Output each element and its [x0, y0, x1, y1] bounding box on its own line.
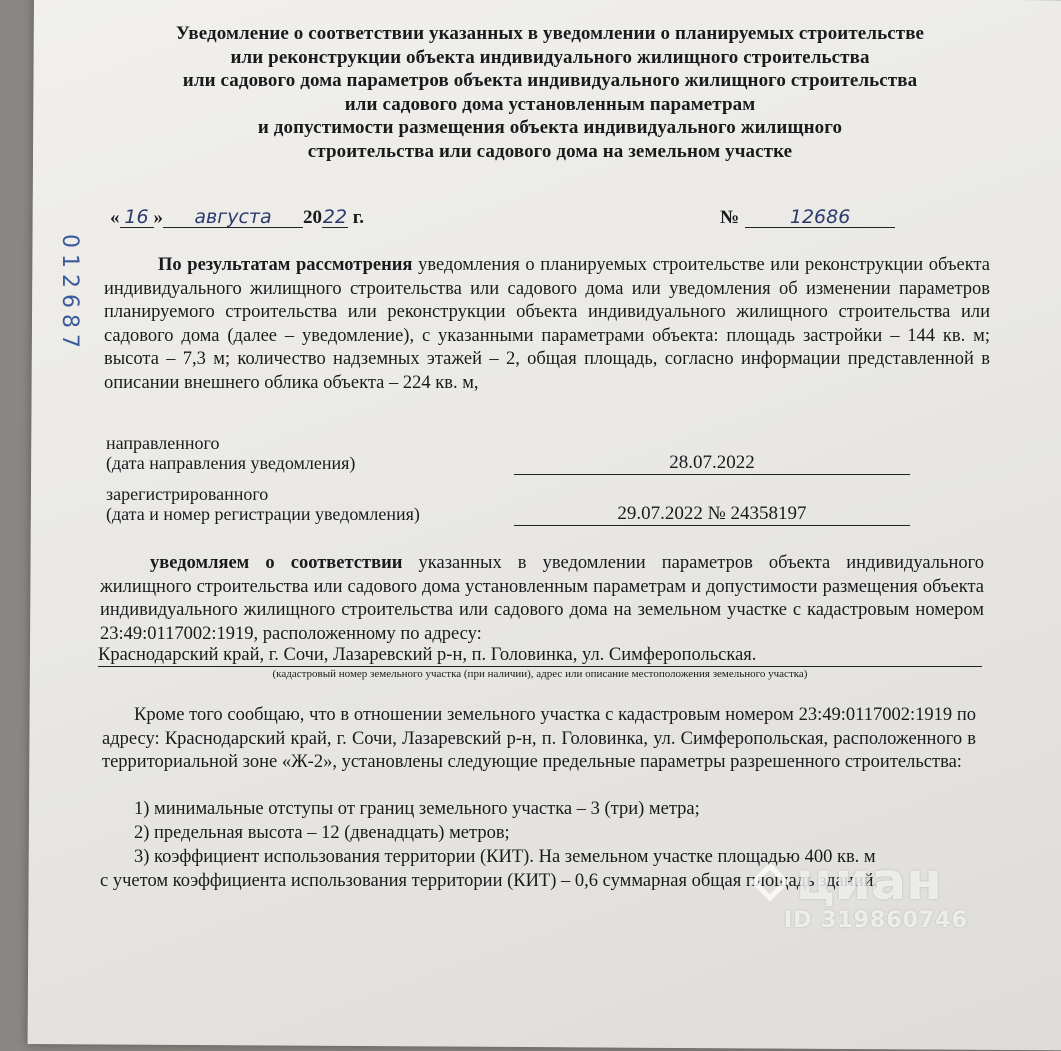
title-line: Уведомление о соответствии указанных в уведомлении о планируемых строительстве — [175, 23, 925, 44]
watermark — [750, 852, 1000, 933]
paragraph-compliance-lead: уведомляем о соответствии — [150, 553, 403, 573]
number-label: № — [720, 207, 740, 228]
sent-date-value: 28.07.2022 — [514, 452, 910, 475]
paragraph-review-lead: По результатам рассмотрения — [158, 255, 413, 275]
last-line: с учетом коэффициента использования территории (КИТ) – 0,6 суммарная общая площадь зданий, — [100, 871, 879, 891]
date-close-quote: » — [153, 207, 163, 228]
title-line: или реконструкции объекта индивидуального жилищного строительства — [230, 46, 870, 68]
cian-logo-icon — [750, 862, 790, 902]
sent-sub-label: (дата направления уведомления) — [106, 453, 356, 473]
title-line: и допустимости размещения объекта индивидуального жилищного — [257, 117, 843, 138]
paragraph-review — [104, 254, 990, 395]
date-month: августа — [163, 207, 303, 228]
date-open-quote: « — [110, 207, 120, 228]
date-year-suffix: 22 — [322, 206, 348, 228]
date-year-prefix: 20 — [303, 207, 322, 228]
stamped-serial-number: 012687 — [57, 234, 82, 354]
paragraph-parameters: Кроме того сообщаю, что в отношении земельного участка с кадастровым номером 23:49:0117002:1919 по адресу: Краснодарский край, г. Сочи, Лазаревский р-н, п. Головинка, ул. Симферопольская, расположенного в территориальной зоне «Ж-2», установлены следующие предельные параметры разрешенного строительства: — [102, 705, 976, 772]
sent-label: направленного — [106, 433, 220, 453]
document-title — [90, 22, 1010, 163]
title-line: строительства или садового дома на земельном участке — [307, 140, 793, 162]
date-year-unit: г. — [352, 207, 364, 228]
watermark-id: ID 319860746 — [784, 908, 968, 933]
paragraph-compliance — [100, 552, 984, 646]
list-item: 3) коэффициент использования территории (КИТ). На земельном участке площадью 400 кв. м — [134, 847, 876, 867]
document-number — [720, 207, 895, 229]
registered-sub-label: (дата и номер регистрации уведомления) — [106, 504, 420, 524]
date-day: 16 — [120, 207, 154, 228]
watermark-brand: циан — [796, 852, 942, 912]
number-value: 12686 — [745, 207, 895, 228]
watermark-logo — [750, 852, 1000, 912]
paragraph-review-text: уведомления о планируемых строительстве или реконструкции объекта индивидуального жилищного строительства или садового дома или уведомления об изменении параметров планируемого строительства или реконструкции объекта индивидуального жилищного строительства или садового дома (далее – уведомление), с указанными параметрами объекта: площадь застройки – 144 кв. м; высота – 7,3 м; количество надземных этажей – 2, общая площадь, согласно информации представленной в описании внешнего облика объекта – 224 кв. м, — [104, 255, 991, 393]
list-item: 2) предельная высота – 12 (двенадцать) метров; — [134, 823, 510, 843]
title-line: или садового дома установленным параметрам — [344, 93, 756, 115]
registered-value: 29.07.2022 № 24358197 — [514, 503, 910, 526]
land-plot-address: Краснодарский край, г. Сочи, Лазаревский р-н, п. Головинка, ул. Симферопольская. — [98, 644, 982, 667]
address-caption: (кадастровый номер земельного участка (при наличии), адрес или описание местоположения земельного участка) — [272, 668, 808, 680]
date-row — [110, 207, 910, 237]
registered-label: зарегистрированного — [106, 484, 269, 504]
title-line: или садового дома параметров объекта индивидуального жилищного строительства — [182, 70, 918, 91]
paragraph-compliance-text: указанных в уведомлении параметров объекта индивидуального жилищного строительства или садового дома установленным параметрам и допустимости размещения объекта индивидуального жилищного строительства или садового дома на земельном участке с кадастровым номером 23:49:0117002:1919, расположенному по адресу: — [100, 553, 984, 644]
list-item: 1) минимальные отступы от границ земельного участка – 3 (три) метра; — [134, 799, 700, 819]
